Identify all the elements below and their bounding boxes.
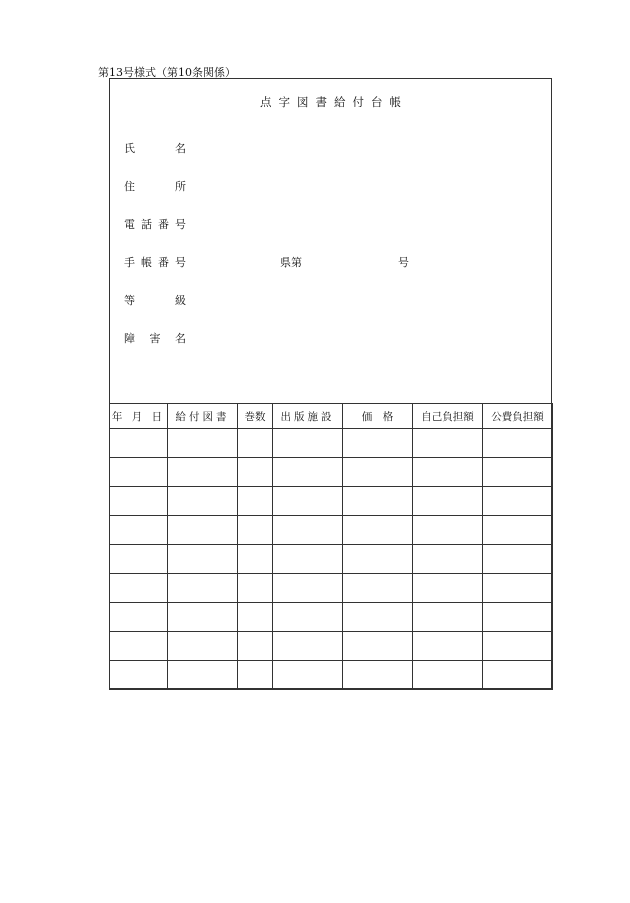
table-cell [483,545,553,574]
table-cell [483,632,553,661]
field-handbook-number-suffix: 号 [398,256,409,269]
table-cell [110,429,168,458]
table-cell [413,603,483,632]
table-row [110,429,553,458]
table-cell [110,516,168,545]
field-phone-label: 電話番号 [124,218,186,231]
table-cell [110,603,168,632]
header-self-pay: 自己負担額 [413,404,483,429]
table-cell [238,603,273,632]
table-cell [238,487,273,516]
table-cell [238,632,273,661]
table-cell [343,603,413,632]
table-cell [168,661,238,690]
table-cell [110,458,168,487]
table-cell [110,487,168,516]
table-cell [168,487,238,516]
ledger-table [109,403,553,690]
table-cell [343,429,413,458]
field-grade [124,292,186,308]
table-cell [238,458,273,487]
table-cell [238,545,273,574]
table-header-row [110,404,553,429]
table-cell [238,661,273,690]
table-cell [343,661,413,690]
table-cell [110,661,168,690]
table-cell [413,487,483,516]
table-cell [413,574,483,603]
field-phone [124,216,186,232]
field-disability-name [124,330,186,346]
table-cell [483,487,553,516]
table-cell [413,458,483,487]
table-cell [168,516,238,545]
table-cell [168,632,238,661]
table-cell [483,603,553,632]
table-row [110,516,553,545]
table-cell [273,429,343,458]
table-cell [413,516,483,545]
field-handbook-prefecture-label: 県第 [280,256,302,269]
table-cell [238,516,273,545]
header-volumes: 巻数 [238,404,273,429]
field-disability-name-label: 障害名 [124,332,186,345]
field-address-label: 住 所 [124,180,186,193]
table-cell [413,661,483,690]
table-cell [413,632,483,661]
table-cell [273,516,343,545]
field-handbook-number-label: 手帳番号 [124,256,186,269]
table-cell [273,458,343,487]
header-date: 年 月 日 [110,404,168,429]
table-cell [168,429,238,458]
field-name [124,140,186,156]
ledger-body [110,429,553,690]
table-cell [413,545,483,574]
header-book: 給付図書 [168,404,238,429]
header-public-pay: 公費負担額 [483,404,553,429]
field-grade-label: 等 級 [124,294,186,307]
table-cell [273,487,343,516]
table-cell [238,429,273,458]
table-cell [110,574,168,603]
table-cell [168,603,238,632]
table-cell [483,516,553,545]
field-address [124,178,186,194]
table-cell [168,545,238,574]
table-row [110,661,553,690]
table-cell [483,429,553,458]
document-title: 点字図書給付台帳 [260,95,408,109]
field-name-label: 氏 名 [124,142,186,155]
table-row [110,545,553,574]
table-cell [483,458,553,487]
table-cell [273,545,343,574]
table-cell [110,545,168,574]
header-price: 価 格 [343,404,413,429]
table-cell [343,458,413,487]
table-row [110,574,553,603]
table-cell [273,574,343,603]
table-cell [483,574,553,603]
table-row [110,458,553,487]
field-handbook-number [124,254,186,270]
table-cell [343,632,413,661]
table-cell [483,661,553,690]
table-cell [343,516,413,545]
table-cell [168,458,238,487]
table-cell [273,603,343,632]
table-cell [343,545,413,574]
table-row [110,632,553,661]
table-cell [110,632,168,661]
form-number: 第13号様式（第10条関係） [98,66,236,79]
table-cell [273,632,343,661]
header-publisher: 出版施設 [273,404,343,429]
table-cell [238,574,273,603]
table-cell [343,487,413,516]
table-cell [168,574,238,603]
table-row [110,487,553,516]
table-cell [413,429,483,458]
table-cell [343,574,413,603]
table-cell [273,661,343,690]
table-row [110,603,553,632]
